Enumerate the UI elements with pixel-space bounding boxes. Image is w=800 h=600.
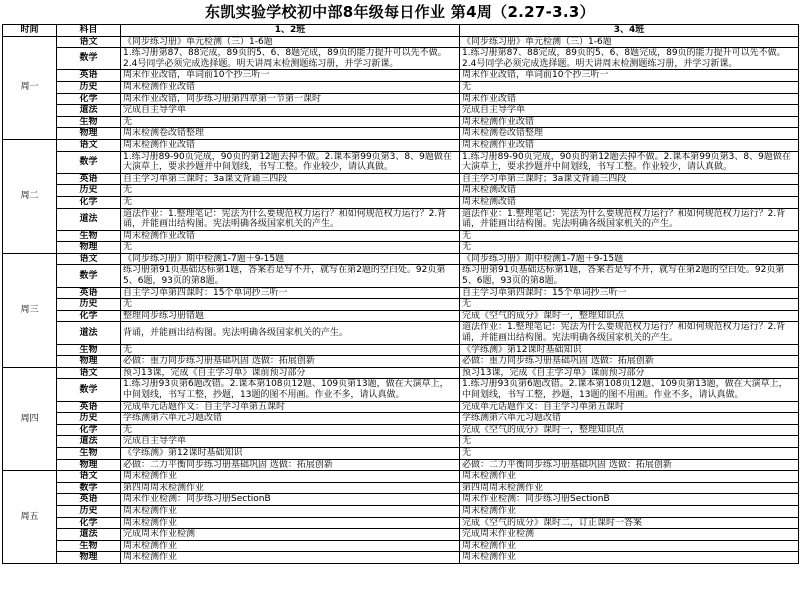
homework-body: [3, 36, 799, 563]
homework-cell-class-a: 周末检测作业: [121, 505, 460, 517]
subject-cell: 历史: [57, 81, 121, 93]
homework-cell-class-b: 周末检测作业: [460, 552, 799, 564]
day-cell: 周五: [3, 471, 57, 564]
subject-cell: 英语: [57, 401, 121, 413]
homework-cell-class-a: 周末检测作业: [121, 552, 460, 564]
subject-cell: 化学: [57, 196, 121, 208]
homework-cell-class-a: 整理同步练习册错题: [121, 310, 460, 322]
homework-cell-class-b: 无: [460, 242, 799, 254]
header-time: 时间: [3, 25, 57, 37]
homework-cell-class-b: 自主学习单第四课时：15个单词抄三听一: [460, 287, 799, 299]
homework-cell-class-b: 《同步练习册》期中检测1-7题＋9-15题: [460, 253, 799, 265]
homework-cell-class-b: 周末作业改错，单词前10个抄三听一: [460, 70, 799, 82]
subject-cell: 语文: [57, 471, 121, 483]
homework-cell-class-a: 完成周末作业检测: [121, 529, 460, 541]
table-row: [3, 253, 799, 265]
subject-cell: 语文: [57, 139, 121, 151]
subject-cell: 英语: [57, 287, 121, 299]
header-class-b: 3、4班: [460, 25, 799, 37]
homework-cell-class-a: 道法作业：1.整理笔记：宪法为什么要规范权力运行？和如何规范权力运行？2.背诵，并能画出结构图。宪法明确各级国家机关的产生。: [121, 208, 460, 230]
subject-cell: 英语: [57, 494, 121, 506]
table-row: [3, 208, 799, 230]
homework-cell-class-a: 1.练习册第87、88完成，89页的5、6、8题完成，89页的能力提升可以先不做。2.4号同学必须完成选择题。明天讲周末检测题练习册，并学习新课。: [121, 48, 460, 70]
homework-cell-class-a: 1.练习册89-90页完成，90页的第12题去掉不做。2.课本第99页第3、8、9题做在大演草上，要求抄题并中间划线，书写工整。作业较少，请认真做。: [121, 151, 460, 173]
homework-cell-class-b: 无: [460, 447, 799, 459]
subject-cell: 道法: [57, 208, 121, 230]
homework-cell-class-b: 无: [460, 299, 799, 311]
homework-cell-class-b: 1.练习册89-90页完成，90页的第12题去掉不做。2.课本第99页第3、8、9题做在大演草上，要求抄题并中间划线，书写工整。作业较少，请认真做。: [460, 151, 799, 173]
homework-cell-class-a: 周末作业改错，同步练习册第四章第一节第一课时: [121, 93, 460, 105]
homework-cell-class-a: 必做：二力平衡同步练习册基础巩固 选做：拓展创新: [121, 459, 460, 471]
table-row: [3, 173, 799, 185]
homework-cell-class-a: 无: [121, 299, 460, 311]
table-row: [3, 36, 799, 48]
homework-cell-class-b: 必做：重力同步练习册基础巩固 选做：拓展创新: [460, 356, 799, 368]
homework-cell-class-a: 完成单元话题作文：自主学习单第五课时: [121, 401, 460, 413]
subject-cell: 语文: [57, 36, 121, 48]
homework-cell-class-a: 周末检测作业: [121, 517, 460, 529]
table-row: [3, 459, 799, 471]
homework-cell-class-b: 周末作业检测：同步练习册SectionB: [460, 494, 799, 506]
homework-cell-class-a: 《同步练习册》单元检测（三）1-6题: [121, 36, 460, 48]
table-row: [3, 322, 799, 344]
day-cell: 周二: [3, 139, 57, 253]
table-row: [3, 287, 799, 299]
homework-cell-class-a: 《同步练习册》期中检测1-7题＋9-15题: [121, 253, 460, 265]
homework-cell-class-b: 周末检测改错: [460, 196, 799, 208]
homework-cell-class-a: 周末检测作业改错: [121, 230, 460, 242]
table-row: [3, 379, 799, 401]
subject-cell: 道法: [57, 529, 121, 541]
homework-cell-class-a: 背诵，并能画出结构图。宪法明确各级国家机关的产生。: [121, 322, 460, 344]
table-row: [3, 128, 799, 140]
homework-cell-class-a: 无: [121, 116, 460, 128]
table-row: [3, 230, 799, 242]
homework-cell-class-a: 无: [121, 242, 460, 254]
subject-cell: 道法: [57, 436, 121, 448]
subject-cell: 数学: [57, 151, 121, 173]
table-row: [3, 116, 799, 128]
subject-cell: 生物: [57, 230, 121, 242]
table-row: [3, 552, 799, 564]
homework-cell-class-b: 道法作业：1.整理笔记：宪法为什么要规范权力运行？和如何规范权力运行？2.背诵，并能画出结构图。宪法明确各级国家机关的产生。: [460, 322, 799, 344]
homework-cell-class-b: 周末检测作业: [460, 505, 799, 517]
table-row: [3, 540, 799, 552]
subject-cell: 数学: [57, 48, 121, 70]
table-row: [3, 436, 799, 448]
homework-cell-class-a: 必做：重力同步练习册基础巩固 选做：拓展创新: [121, 356, 460, 368]
homework-cell-class-a: 《学练测》第12课时基础知识: [121, 447, 460, 459]
homework-cell-class-b: 无: [460, 230, 799, 242]
homework-cell-class-a: 自主学习单第四课时：15个单词抄三听一: [121, 287, 460, 299]
subject-cell: 生物: [57, 344, 121, 356]
day-cell: 周四: [3, 367, 57, 470]
table-row: [3, 494, 799, 506]
homework-cell-class-a: 学练测第六单元习题改错: [121, 413, 460, 425]
table-row: [3, 356, 799, 368]
table-row: [3, 505, 799, 517]
table-row: [3, 151, 799, 173]
homework-cell-class-a: 预习13课，完成《自主学习单》课前预习部分: [121, 367, 460, 379]
homework-cell-class-b: 第四周周末检测作业: [460, 482, 799, 494]
homework-cell-class-a: 第四周周末检测作业: [121, 482, 460, 494]
homework-cell-class-a: 周末作业检测：同步练习册SectionB: [121, 494, 460, 506]
homework-cell-class-b: 《同步练习册》单元检测（三）1-6题: [460, 36, 799, 48]
subject-cell: 历史: [57, 185, 121, 197]
table-row: [3, 299, 799, 311]
homework-cell-class-a: 周末作业改错，单词前10个抄三听一: [121, 70, 460, 82]
table-row: [3, 196, 799, 208]
homework-cell-class-b: 无: [460, 81, 799, 93]
subject-cell: 物理: [57, 459, 121, 471]
homework-cell-class-b: 练习册第91页基础达标第1题，答案若是写不开，就写在第2题的空白处。92页第5、6题，93页的第8题。: [460, 265, 799, 287]
homework-cell-class-a: 无: [121, 424, 460, 436]
table-row: [3, 48, 799, 70]
table-row: [3, 265, 799, 287]
header-subject: 科目: [57, 25, 121, 37]
table-row: [3, 529, 799, 541]
table-row: [3, 105, 799, 117]
homework-cell-class-a: 周末检测作业改错: [121, 81, 460, 93]
subject-cell: 历史: [57, 505, 121, 517]
subject-cell: 化学: [57, 517, 121, 529]
table-row: [3, 482, 799, 494]
homework-cell-class-a: 周末检测卷改错整理: [121, 128, 460, 140]
table-row: [3, 242, 799, 254]
homework-table: [2, 24, 799, 564]
homework-cell-class-a: 周末检测作业改错: [121, 139, 460, 151]
day-cell: 周三: [3, 253, 57, 367]
homework-cell-class-b: 周末检测作业: [460, 471, 799, 483]
subject-cell: 物理: [57, 242, 121, 254]
homework-cell-class-b: 周末检测作业改错: [460, 139, 799, 151]
homework-cell-class-b: 完成《空气的成分》课时一，整理知识点: [460, 424, 799, 436]
header-class-a: 1、2班: [121, 25, 460, 37]
homework-cell-class-b: 周末作业改错: [460, 93, 799, 105]
homework-cell-class-b: 《学练测》第12课时基础知识: [460, 344, 799, 356]
subject-cell: 语文: [57, 253, 121, 265]
table-row: [3, 424, 799, 436]
subject-cell: 生物: [57, 540, 121, 552]
homework-cell-class-a: 练习册第91页基础达标第1题，答案若是写不开，就写在第2题的空白处。92页第5、6题，93页的第8题。: [121, 265, 460, 287]
subject-cell: 语文: [57, 367, 121, 379]
homework-cell-class-b: 周末检测作业: [460, 540, 799, 552]
homework-cell-class-a: 无: [121, 185, 460, 197]
homework-cell-class-a: 周末检测作业: [121, 540, 460, 552]
homework-cell-class-b: 学练测第六单元习题改错: [460, 413, 799, 425]
header-row: [3, 25, 799, 37]
page-title: 东凯实验学校初中部8年级每日作业 第4周（2.27-3.3）: [205, 3, 595, 21]
homework-cell-class-b: 周末检测改错: [460, 185, 799, 197]
homework-cell-class-a: 无: [121, 344, 460, 356]
homework-cell-class-a: 完成自主导学单: [121, 436, 460, 448]
homework-cell-class-b: 1.练习册第87、88完成，89页的5、6、8题完成，89页的能力提升可以先不做。2.4号同学必须完成选择题。明天讲周末检测题练习册，并学习新课。: [460, 48, 799, 70]
subject-cell: 化学: [57, 93, 121, 105]
table-row: [3, 81, 799, 93]
homework-cell-class-b: 完成《空气的成分》课时二，订正课时一答案: [460, 517, 799, 529]
subject-cell: 英语: [57, 70, 121, 82]
table-row: [3, 139, 799, 151]
homework-cell-class-a: 周末检测作业: [121, 471, 460, 483]
subject-cell: 历史: [57, 299, 121, 311]
subject-cell: 道法: [57, 322, 121, 344]
day-cell: 周一: [3, 36, 57, 139]
homework-cell-class-b: 完成《空气的成分》课时一，整理知识点: [460, 310, 799, 322]
table-row: [3, 413, 799, 425]
table-row: [3, 447, 799, 459]
table-row: [3, 344, 799, 356]
homework-cell-class-a: 无: [121, 196, 460, 208]
subject-cell: 英语: [57, 173, 121, 185]
homework-cell-class-b: 完成单元话题作文：自主学习单第五课时: [460, 401, 799, 413]
subject-cell: 数学: [57, 379, 121, 401]
subject-cell: 物理: [57, 356, 121, 368]
subject-cell: 数学: [57, 265, 121, 287]
homework-cell-class-a: 自主学习单第三课时；3a课文背诵三四段: [121, 173, 460, 185]
subject-cell: 生物: [57, 116, 121, 128]
homework-cell-class-b: 完成周末作业检测: [460, 529, 799, 541]
homework-cell-class-b: 自主学习单第三课时；3a课文背诵三四段: [460, 173, 799, 185]
homework-cell-class-a: 完成自主导学单: [121, 105, 460, 117]
subject-cell: 物理: [57, 552, 121, 564]
homework-cell-class-a: 1.练习册93页第6题改错。2.课本第108页12题、109页第13题，做在大演草上，中间划线，书写工整，抄题，13题的图不用画。作业不多，请认真做。: [121, 379, 460, 401]
subject-cell: 历史: [57, 413, 121, 425]
homework-cell-class-b: 无: [460, 436, 799, 448]
table-row: [3, 367, 799, 379]
table-row: [3, 93, 799, 105]
subject-cell: 化学: [57, 310, 121, 322]
table-row: [3, 310, 799, 322]
table-row: [3, 471, 799, 483]
homework-cell-class-b: 完成自主导学单: [460, 105, 799, 117]
table-row: [3, 401, 799, 413]
subject-cell: 数学: [57, 482, 121, 494]
subject-cell: 生物: [57, 447, 121, 459]
subject-cell: 化学: [57, 424, 121, 436]
homework-cell-class-b: 周末检测作业改错: [460, 116, 799, 128]
homework-cell-class-b: 周末检测卷改错整理: [460, 128, 799, 140]
table-row: [3, 517, 799, 529]
table-row: [3, 185, 799, 197]
table-row: [3, 70, 799, 82]
subject-cell: 物理: [57, 128, 121, 140]
homework-cell-class-b: 必做：二力平衡同步练习册基础巩固 选做：拓展创新: [460, 459, 799, 471]
subject-cell: 道法: [57, 105, 121, 117]
homework-cell-class-b: 道法作业：1.整理笔记：宪法为什么要规范权力运行？和如何规范权力运行？2.背诵，并能画出结构图。宪法明确各级国家机关的产生。: [460, 208, 799, 230]
homework-cell-class-b: 预习13课，完成《自主学习单》课前预习部分: [460, 367, 799, 379]
homework-cell-class-b: 1.练习册93页第6题改错。2.课本第108页12题、109页第13题，做在大演草上，中间划线，书写工整，抄题，13题的图不用画。作业不多，请认真做。: [460, 379, 799, 401]
